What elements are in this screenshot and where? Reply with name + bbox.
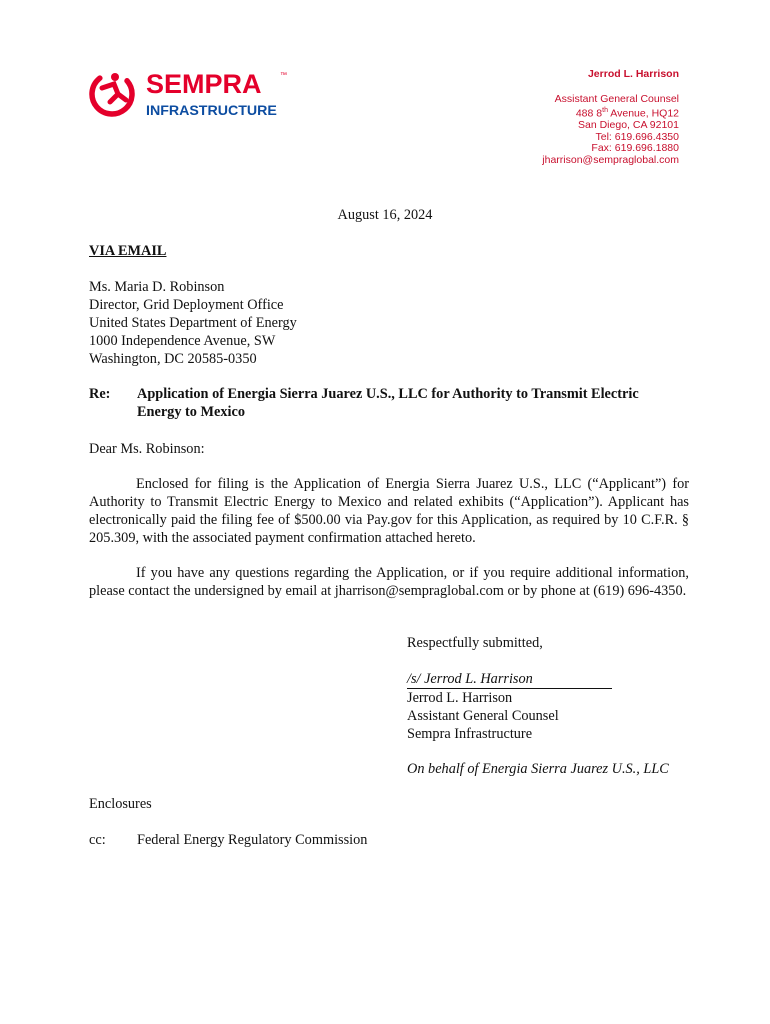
cc-label: cc: [89, 832, 106, 848]
via-email-heading: VIA EMAIL [89, 243, 167, 259]
sender-street-suffix: th [602, 107, 608, 115]
trademark-mark: ™ [280, 72, 287, 79]
paragraph-2-text: If you have any questions regarding the Application, or if you require additional information, please contact the undersigned by email at jharrison@sempraglobal.com or by phone at (619) 696-4350. [89, 565, 689, 599]
body-paragraph-1 [89, 475, 689, 547]
enclosures-label: Enclosures [89, 796, 152, 812]
sender-street-number: 488 8 [575, 107, 603, 120]
sender-street-rest: Avenue, HQ12 [607, 107, 679, 120]
sender-email[interactable]: jharrison@sempraglobal.com [542, 154, 679, 167]
recipient-line: 1000 Independence Avenue, SW [89, 333, 276, 349]
sender-address [542, 105, 679, 120]
signer-company: Sempra Infrastructure [407, 726, 533, 742]
sender-name: Jerrod L. Harrison [587, 68, 679, 80]
re-subject: Application of Energia Sierra Juarez U.S., LLC for Authority to Transmit Electric Energy to Mexico [137, 386, 639, 420]
recipient-address [89, 278, 297, 368]
brand-text: SEMPRA [146, 69, 262, 99]
signature: /s/ Jerrod L. Harrison [407, 670, 612, 689]
re-label: Re: [89, 386, 111, 402]
recipient-line: Washington, DC 20585-0350 [89, 351, 257, 367]
paragraph-1-text: Enclosed for filing is the Application of Energia Sierra Juarez U.S., LLC (“Applicant”) for Authority to Transmit Electric Energy to Mexico and related exhibits (“Application”). Applicant has electronically paid the filing fee of $500.00 via Pay.gov for this Application, as required by 10 C.F.R. § 205.309, with the associated payment confirmation attached hereto. [89, 476, 689, 546]
signature-block [407, 670, 612, 743]
sender-fax: Fax: 619.696.1880 [591, 142, 679, 155]
recipient-line: Ms. Maria D. Robinson [89, 279, 225, 295]
letter-date: August 16, 2024 [337, 207, 433, 223]
signer-title: Assistant General Counsel [407, 708, 559, 724]
sender-city: San Diego, CA 92101 [578, 119, 679, 132]
body-paragraph-2 [89, 564, 689, 600]
closing: Respectfully submitted, [407, 635, 543, 651]
sender-tel: Tel: 619.696.4350 [595, 130, 679, 143]
sempra-infrastructure-logo [88, 64, 303, 124]
sempra-logo [88, 64, 303, 124]
runner-icon [88, 66, 140, 122]
signer-name: Jerrod L. Harrison [407, 690, 513, 706]
recipient-line: Director, Grid Deployment Office [89, 297, 284, 313]
recipient-line: United States Department of Energy [89, 315, 297, 331]
on-behalf-line: On behalf of Energia Sierra Juarez U.S., LLC [407, 761, 669, 777]
sender-block [542, 69, 679, 167]
cc-recipient: Federal Energy Regulatory Commission [137, 832, 368, 848]
sender-title: Assistant General Counsel [554, 92, 679, 105]
brand-subline: INFRASTRUCTURE [146, 103, 277, 119]
salutation: Dear Ms. Robinson: [89, 441, 205, 457]
